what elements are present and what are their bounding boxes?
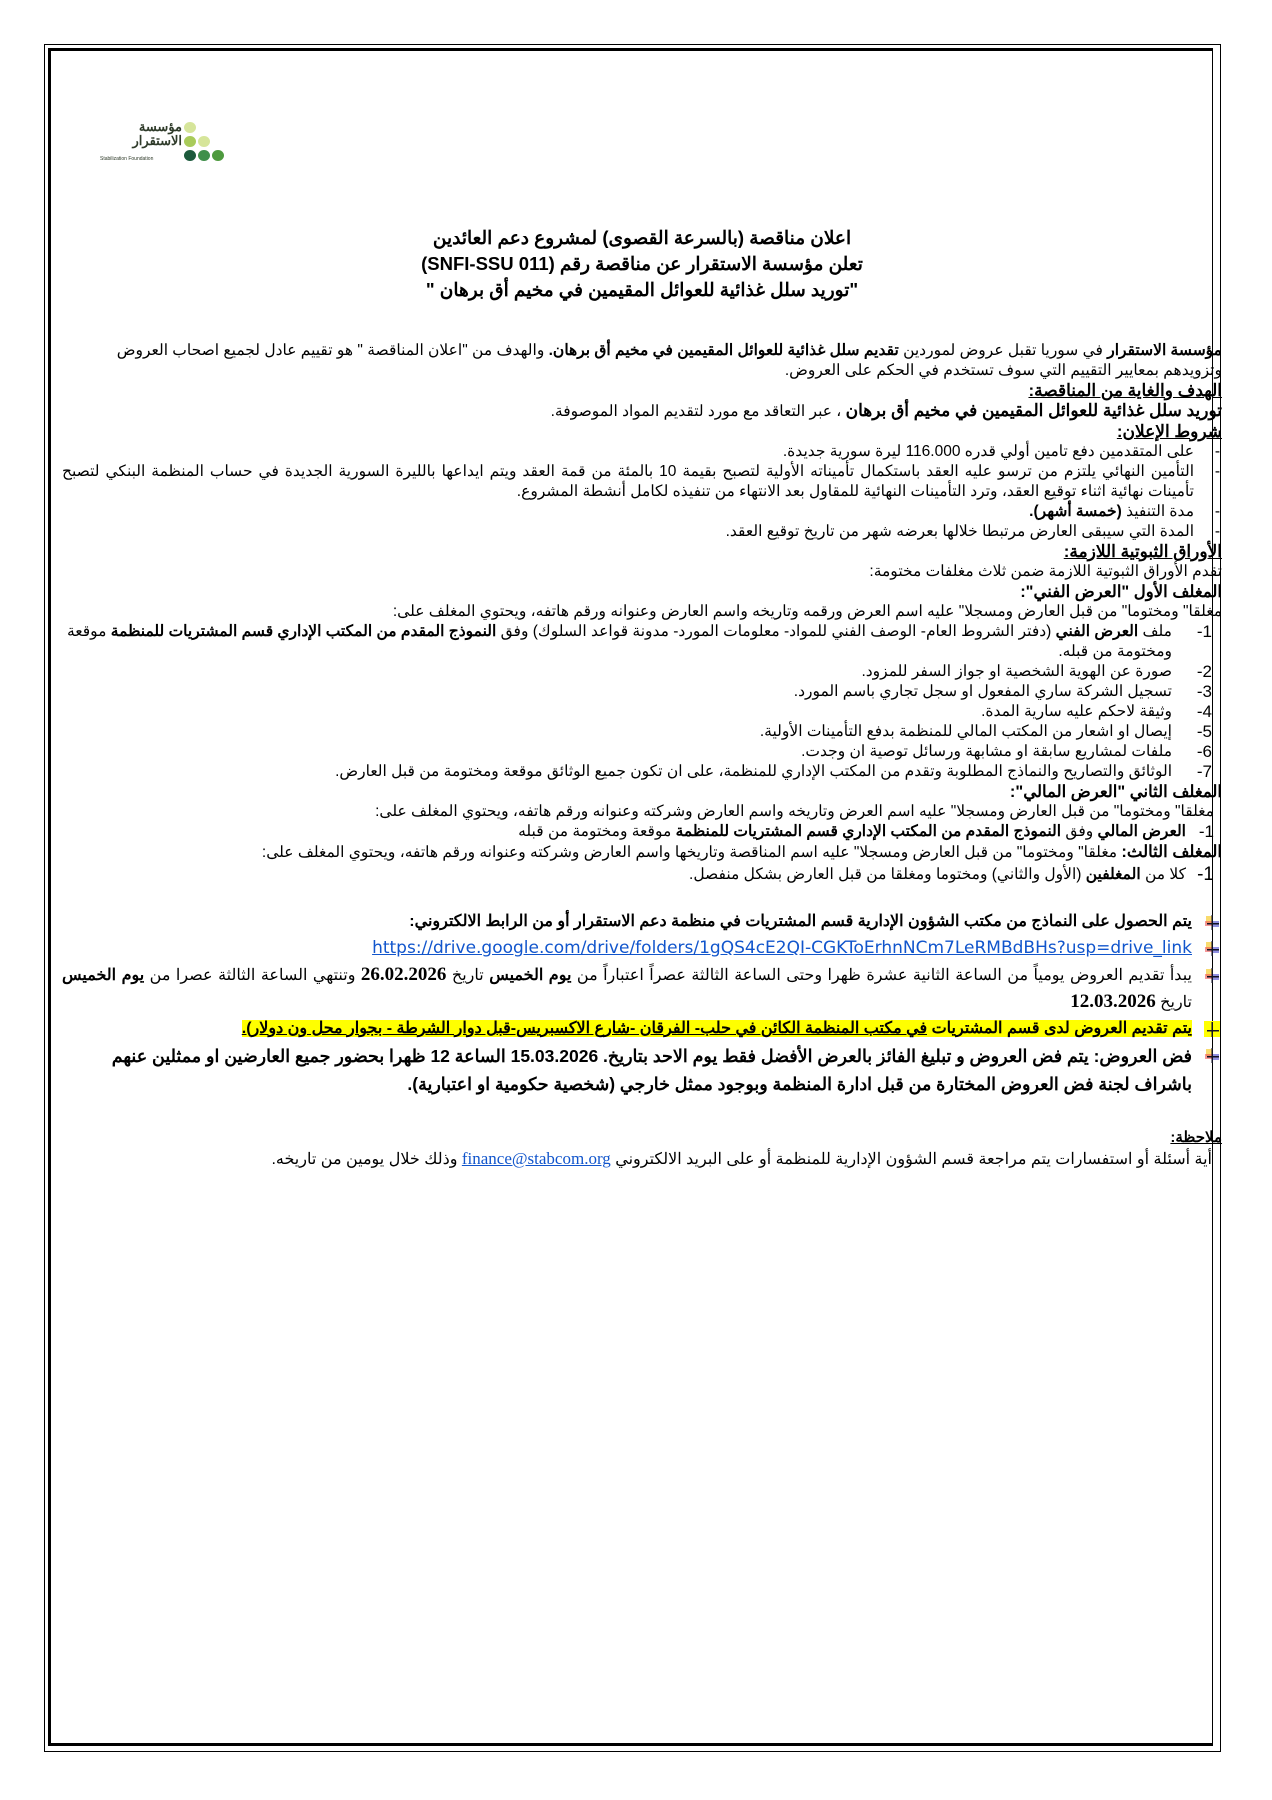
document-title: اعلان مناقصة (بالسرعة القصوى) لمشروع دعم العائدين تعلن مؤسسة الاستقرار عن مناقصة رقم (SNFI-SSU 011) "توريد سلل غذائية للعوائل المقيمين في مخيم أق برهان " [421,227,863,300]
intro-paragraph: مؤسسة الاستقرار في سوريا تقبل عروض لموردين تقديم سلل غذائية للعوائل المقيمين في مخيم أق برهان. والهدف من "اعلان المناقصة " هو تقييم عادل لجميع اصحاب العروض وتزويدهم بمعايير التقييم التي سوف تستخدم في الحكم على العروض. [116,342,1222,379]
info-bullets [62,909,1222,1098]
condition-item: - مدة التنفيذ (خمسة أشهر). [62,502,1194,522]
drive-link[interactable]: https://drive.google.com/drive/folders/1gQS4cE2QI-CGKToErhnNCm7LeRMBdBHs?usp=drive_link [372,938,1192,958]
envelope1-item: 1- ملف العرض الفني (دفتر الشروط العام- الوصف الفني للمواد- معلومات المورد- مدونة قواعد السلوك) وفق النموذج المقدم من المكتب الإداري قسم المشتريات للمنظمة موقعة ومختومة من قبله. [66,622,1212,660]
envelope1-desc: مغلقا" ومختوما" من قبل العارض ومسجلا" عليه اسم العرض ورقمه وتاريخه واسم العارض وعنوانه ورقم هاتفه، ويحتوي المغلف على: [392,603,1222,620]
conditions-list [62,442,1222,542]
opening-bullet: فض العروض: يتم فض العروض و تبليغ الفائز بالعرض الأفضل فقط يوم الاحد بتاريخ. 15.03.2026 الساعة 12 ظهرا بحضور جميع العارضين او ممثلين عنهم باشراف لجنة فض العروض المختارة من قبل ادارة المنظمة وبوجود ممثل خارجي (شخصية حكومية او اعتبارية). [62,1042,1192,1098]
bullet-plus-icon [1204,1047,1220,1063]
bullet-plus-icon [1204,967,1220,983]
forms-bullet: يتم الحصول على النماذج من مكتب الشؤون الإدارية قسم المشتريات في منظمة دعم الاستقرار أو من الرابط الالكتروني: [62,909,1192,935]
envelope2-title: المغلف الثاني "العرض المالي": [1009,783,1222,801]
location-bullet: يتم تقديم العروض لدى قسم المشتريات في مكتب المنظمة الكائن في حلب- الفرقان -شارع الاكسبريس-قبل دوار الشرطة - بجوار محل ون دولار). [62,1016,1192,1042]
logo-english-text: Stabilization Foundation [100,156,154,162]
objective-text: توريد سلل غذائية للعوائل المقيمين في مخيم أق برهان ، عبر التعاقد مع مورد لتقديم المواد الموصوفة. [550,401,1222,420]
envelope1-item: 2- صورة عن الهوية الشخصية او جواز السفر للمزود. [861,662,1212,681]
envelope2-desc: مغلقا" ومختوما" من قبل العارض ومسجلا" عليه اسم العرض وتاريخه واسم العارض وشركته وعنوانه ورقم هاتفه، ويحتوي المغلف على: [375,803,1214,820]
organization-logo [98,120,228,170]
logo-dots-icon [184,122,228,166]
condition-item: - التأمين النهائي يلتزم من ترسو عليه العقد باستكمال تأميناته الأولية لتصبح بقيمة 10 بالمئة من قمة العقد ويتم ايداعها بالليرة السورية الجديدة في حساب المنظمة البنكي لتصبح تأمينات نهائية اثناء توقيع العقد، وترد التأمينات النهائية للمقاول بعد الانتهاء من تنفيذه لكامل أنشطة المشروع. [62,462,1194,502]
envelope1-item: 3- تسجيل الشركة ساري المفعول او سجل تجاري باسم المورد. [793,682,1212,701]
envelope1-title: المغلف الأول "العرض الفني": [1020,583,1222,601]
bullet-plus-icon [1204,940,1220,956]
envelope2-item: 1- العرض المالي وفق النموذج المقدم من المكتب الإداري قسم المشتريات للمنظمة موقعة ومختومة من قبله [518,822,1214,841]
bullet-plus-icon [1204,914,1220,930]
envelope1-item: 4- وثيقة لاحكم عليه سارية المدة. [981,702,1212,721]
condition-item: - المدة التي سيبقى العارض مرتبطا خلالها بعرضه شهر من تاريخ توقيع العقد. [62,522,1194,542]
documents-heading: الأوراق الثبوتية اللازمة: [1063,542,1222,561]
envelope3-item: 1- كلا من المغلفين (الأول والثاني) ومختوما ومغلقا من قبل العارض بشكل منفصل. [689,864,1214,885]
envelope1-item: 6- ملفات لمشاريع سابقة او مشابهة ورسائل توصية ان وجدت. [801,742,1212,761]
envelope2-list [62,822,1222,842]
note-text: أية أسئلة أو استفسارات يتم مراجعة قسم الشؤون الإدارية للمنظمة أو على البريد الالكتروني finance@stabcom.org وذلك خلال يومين من تاريخه. [271,1149,1212,1168]
conditions-heading: شروط الإعلان: [1116,422,1222,441]
logo-arabic-text: مؤسسة الاستقرار [132,119,182,148]
bullet-plus-icon [1204,1021,1220,1037]
envelope1-item: 5- إيصال او اشعار من المكتب المالي للمنظمة بدفع التأمينات الأولية. [759,722,1212,741]
envelope3-paragraph: المغلف الثالث: مغلقا" ومختوما" من قبل العارض ومسجلا" عليه اسم المناقصة وتاريخها واسم العارض وشركته وعنوانه ورقم هاتفه، ويحتوي المغلف على: [261,843,1222,861]
link-bullet [62,935,1192,962]
submission-dates-bullet: يبدأ تقديم العروض يومياً من الساعة الثانية عشرة ظهرا وحتى الساعة الثالثة عصراً اعتباراً من يوم الخميس تاريخ 26.02.2026 وتنتهي الساعة الثالثة عصرا من يوم الخميس تاريخ 12.03.2026 [62,962,1192,1016]
objective-heading: الهدف والغاية من المناقصة: [1028,381,1222,400]
envelope1-item: 7- الوثائق والتصاريح والنماذج المطلوبة وتقدم من المكتب الإداري للمنظمة، على ان تكون جميع الوثائق موقعة ومختومة من قبل العارض. [335,762,1212,781]
email-link[interactable]: finance@stabcom.org [461,1149,611,1168]
documents-intro: تقدم الأوراق الثبوتية اللازمة ضمن ثلاث مغلفات مختومة: [869,563,1222,580]
document-body [62,225,1222,1171]
envelope1-list [62,622,1222,782]
condition-item: - على المتقدمين دفع تامين أولي قدره 116.000 ليرة سورية جديدة. [62,442,1194,462]
envelope3-list [62,863,1222,887]
note-heading: ملاحظة: [1170,1129,1222,1146]
